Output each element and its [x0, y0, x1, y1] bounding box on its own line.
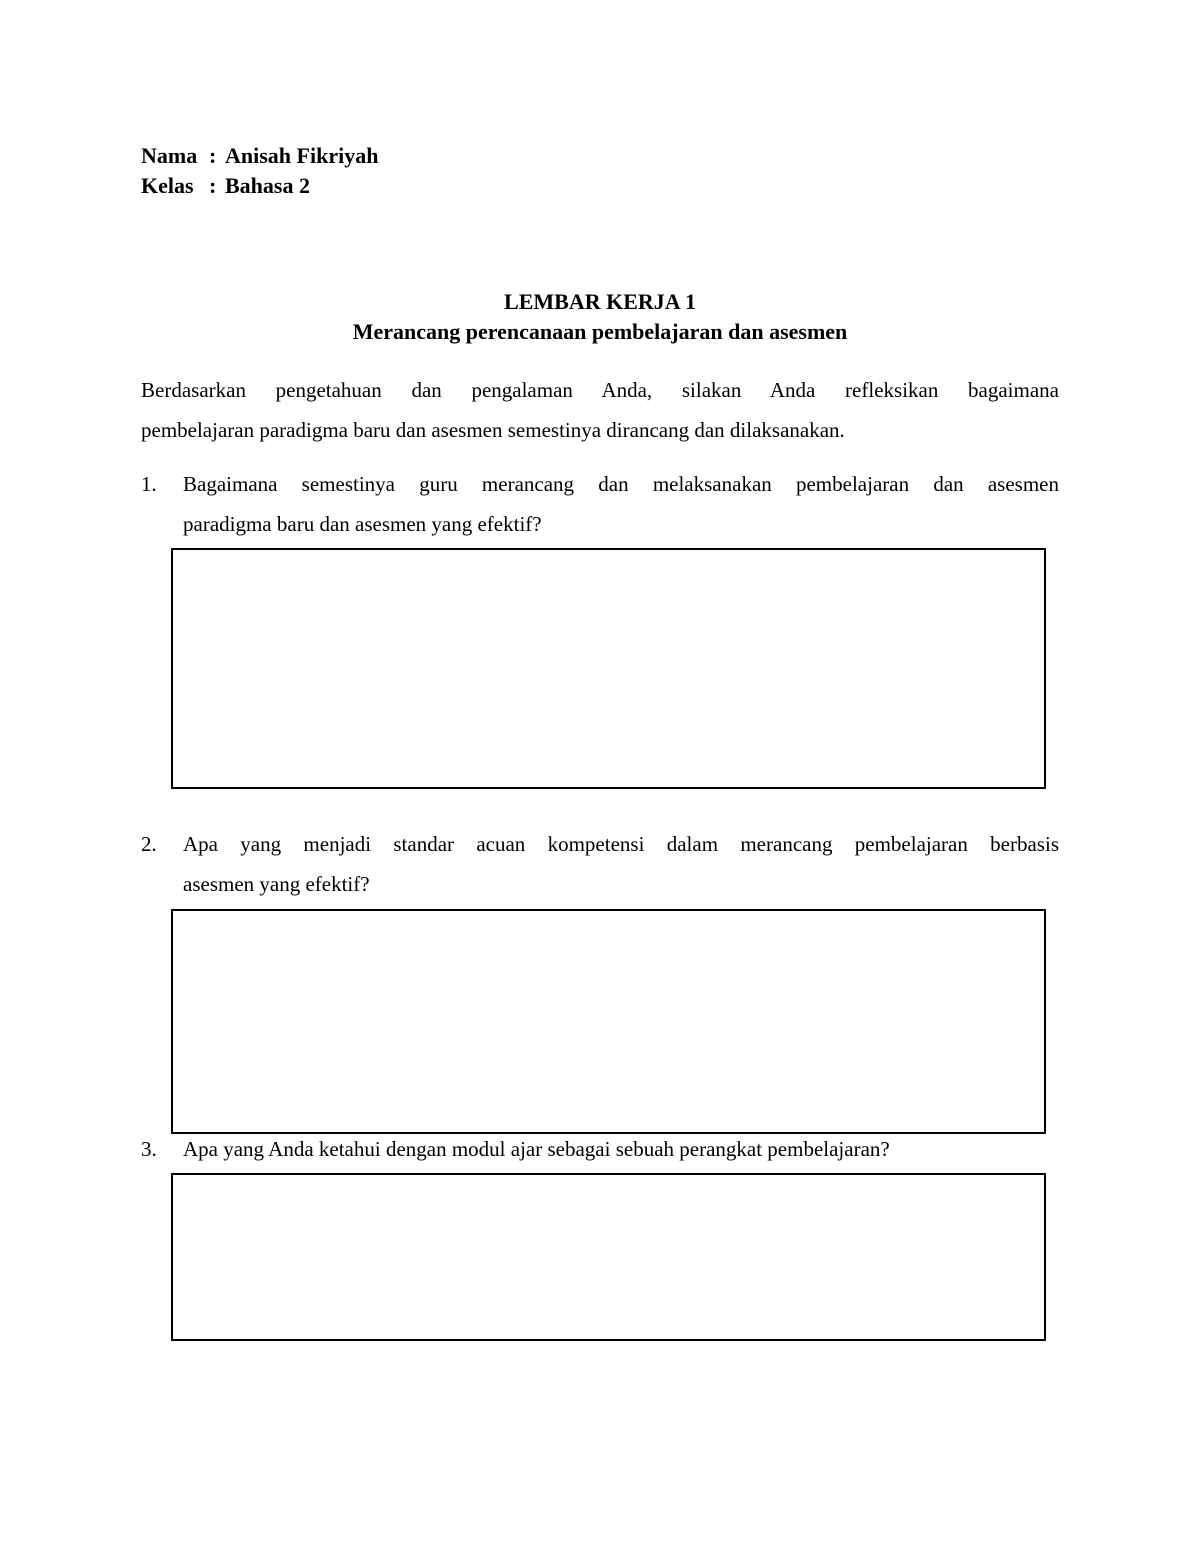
- intro-line: pembelajaran paradigma baru dan asesmen semestinya dirancang dan dilaksanakan.: [141, 418, 845, 442]
- intro-line: Berdasarkan pengetahuan dan pengalaman Anda, silakan Anda refleksikan bagaimana: [141, 378, 1059, 402]
- student-class-row: [141, 171, 310, 201]
- question-1-text: [183, 464, 1059, 544]
- question-2-text: [183, 824, 1059, 904]
- question-line: Bagaimana semestinya guru merancang dan melaksanakan pembelajaran dan asesmen: [183, 472, 1059, 496]
- worksheet-subtitle: Merancang perencanaan pembelajaran dan asesmen: [352, 319, 848, 344]
- question-1-number: 1.: [141, 472, 157, 496]
- answer-box-3[interactable]: [171, 1173, 1046, 1341]
- name-label: Nama: [141, 143, 198, 168]
- class-label: Kelas: [141, 173, 194, 198]
- class-separator: :: [209, 173, 217, 198]
- question-2-number: 2.: [141, 832, 157, 856]
- intro-paragraph: [141, 370, 1059, 450]
- worksheet-title: LEMBAR KERJA 1: [504, 289, 696, 314]
- answer-box-1[interactable]: [171, 548, 1046, 789]
- question-line: asesmen yang efektif?: [183, 872, 370, 896]
- question-line: paradigma baru dan asesmen yang efektif?: [183, 512, 542, 536]
- name-separator: :: [209, 143, 217, 168]
- name-value: Anisah Fikriyah: [225, 143, 379, 168]
- question-3-number: 3.: [141, 1137, 157, 1161]
- class-value: Bahasa 2: [225, 173, 310, 198]
- question-line: Apa yang menjadi standar acuan kompetensi dalam merancang pembelajaran berbasis: [183, 832, 1059, 856]
- answer-box-2[interactable]: [171, 909, 1046, 1134]
- student-name-row: [141, 141, 378, 171]
- question-3-text: [183, 1129, 1059, 1169]
- question-line: Apa yang Anda ketahui dengan modul ajar sebagai sebuah perangkat pembelajaran?: [183, 1137, 890, 1161]
